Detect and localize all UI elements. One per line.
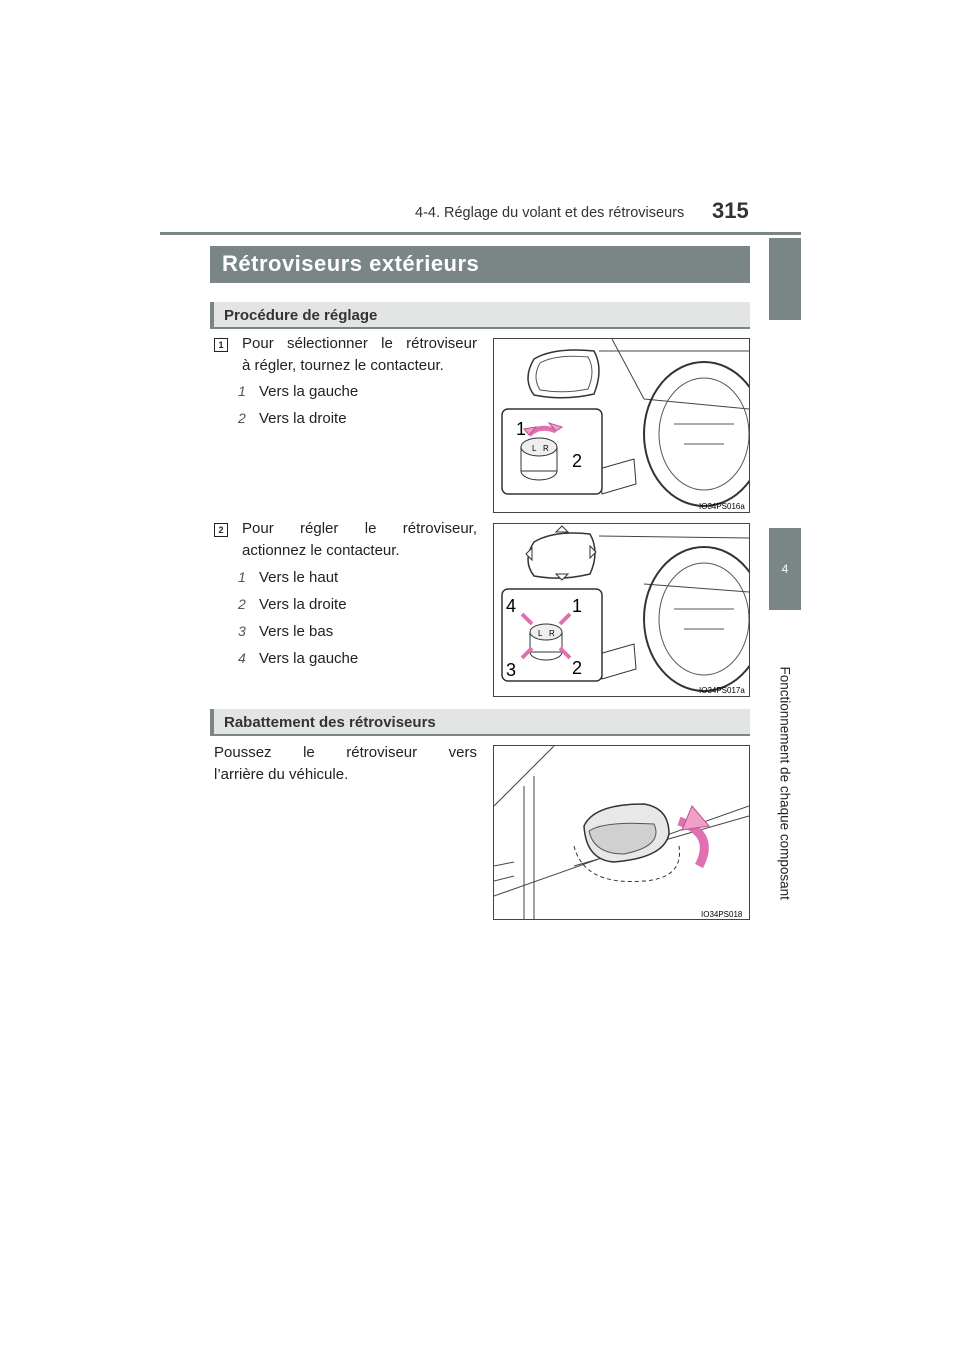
mirror-select-illustration [494,339,749,512]
step-2-line-2: actionnez le contacteur. [242,542,400,559]
step-2-item-2-text: Vers la droite [259,596,347,613]
switch-2-label-right: R [549,629,555,638]
step-2-item-4-text: Vers la gauche [259,650,359,667]
mirror-fold-illustration [494,746,749,919]
header-rule [160,232,801,235]
step-2-badge: 2 [214,523,228,537]
figure-mirror-fold [493,745,750,920]
step-2-item-1-text: Vers le haut [259,569,339,586]
figure-mirror-adjust [493,523,750,697]
step-2-item-2-number: 2 [238,596,246,612]
figure-mirror-select [493,338,750,513]
mirror-adjust-illustration [494,524,749,696]
step-2-item-4-number: 4 [238,650,246,666]
figure-2-label-2: 2 [572,658,583,678]
figure-3-caption: IO34PS018 [701,910,743,919]
figure-2-label-3: 3 [506,660,517,680]
step-2-item-3-text: Vers le bas [259,623,334,640]
subsection-title-adjustment: Procédure de réglage [224,307,378,324]
figure-1-label-1: 1 [516,419,527,439]
step-1-line-2: à régler, tournez le contacteur. [242,357,444,374]
step-1-line-1: Pour sélectionner le rétroviseur [242,335,477,352]
page-number: 315 [712,198,749,223]
header-title: 4-4. Réglage du volant et des rétroviseurs [415,205,685,221]
step-1-item-2-text: Vers la droite [259,410,347,427]
switch-label-left: L [532,444,537,453]
chapter-side-label: Fonctionnement de chaque composant [777,666,793,900]
chapter-tab[interactable]: 4 [769,528,801,610]
figure-1-caption: IO34PS016a [699,502,745,511]
step-1-item-1-number: 1 [238,383,246,399]
figure-2-caption: IO34PS017a [699,686,745,695]
folding-line-1: Poussez le rétroviseur vers [214,744,477,761]
step-1-item-1-text: Vers la gauche [259,383,359,400]
figure-2-label-4: 4 [506,596,517,616]
side-tab-marker [769,238,801,320]
step-2-line-1: Pour régler le rétroviseur, [242,520,477,537]
step-1-badge: 1 [214,338,228,352]
figure-1-label-2: 2 [572,451,583,471]
step-1-item-2-number: 2 [238,410,246,426]
figure-2-label-1: 1 [572,596,583,616]
switch-label-right: R [543,444,549,453]
subsection-title-folding: Rabattement des rétroviseurs [224,714,436,731]
step-2-item-1-number: 1 [238,569,246,585]
folding-line-2: l’arrière du véhicule. [214,766,349,783]
switch-2-label-left: L [538,629,543,638]
step-2-item-3-number: 3 [238,623,246,639]
section-title: Rétroviseurs extérieurs [222,251,480,276]
